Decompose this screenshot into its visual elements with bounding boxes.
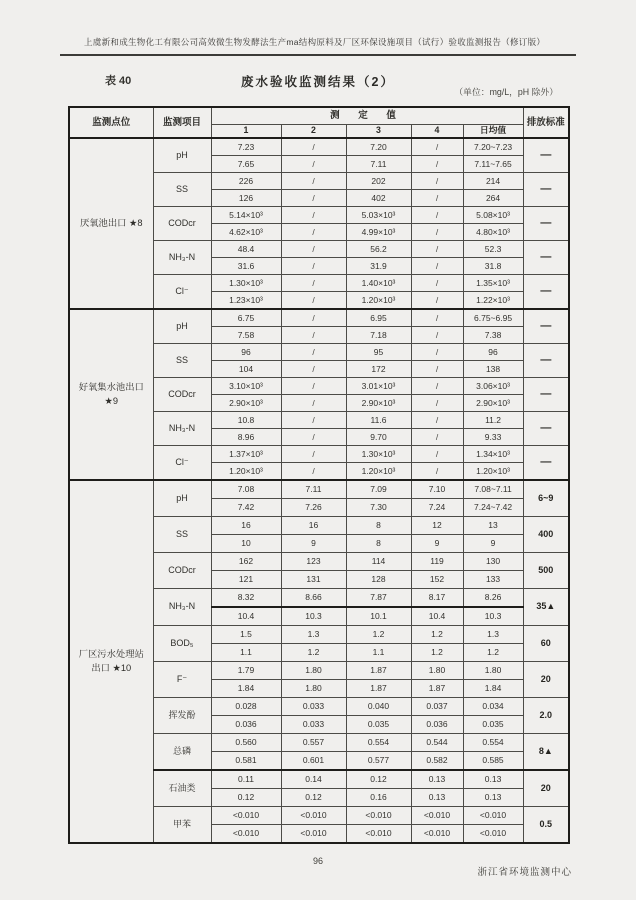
cell-value: 10.8 xyxy=(211,412,281,429)
cell-value: / xyxy=(411,378,463,395)
cell-value: 0.036 xyxy=(211,716,281,734)
cell-value: 9 xyxy=(463,535,523,553)
cell-value: 10.3 xyxy=(463,607,523,626)
cell-value: 214 xyxy=(463,173,523,190)
col-header-2: 2 xyxy=(281,125,346,139)
param-label: pH xyxy=(153,480,211,517)
cell-value: 7.20 xyxy=(346,138,411,156)
cell-value: / xyxy=(411,395,463,412)
cell-value: 7.08 xyxy=(211,480,281,499)
cell-value: 0.12 xyxy=(281,789,346,807)
table-row xyxy=(69,309,569,327)
cell-value: 1.80 xyxy=(463,662,523,680)
col-header-3: 3 xyxy=(346,125,411,139)
cell-value: 0.11 xyxy=(211,770,281,789)
cell-value: 0.035 xyxy=(346,716,411,734)
cell-value: 3.01×10³ xyxy=(346,378,411,395)
cell-value: 6.95 xyxy=(346,309,411,327)
cell-value: 133 xyxy=(463,571,523,589)
cell-value: 1.30×10³ xyxy=(211,275,281,292)
cell-value: 130 xyxy=(463,553,523,571)
cell-value: / xyxy=(281,156,346,173)
cell-value: 0.582 xyxy=(411,752,463,771)
point-label: 好氧集水池出口 ★9 xyxy=(69,309,153,480)
cell-value: / xyxy=(411,463,463,481)
standard-value: — xyxy=(523,138,569,173)
cell-value: 123 xyxy=(281,553,346,571)
cell-value: 128 xyxy=(346,571,411,589)
cell-value: / xyxy=(281,412,346,429)
table-title: 废水验收监测结果（2） xyxy=(241,75,395,89)
cell-value: <0.010 xyxy=(211,825,281,844)
cell-value: 16 xyxy=(211,517,281,535)
cell-value: 16 xyxy=(281,517,346,535)
cell-value: 9.33 xyxy=(463,429,523,446)
page-number: 96 xyxy=(312,856,323,866)
cell-value: 2.90×10³ xyxy=(211,395,281,412)
param-label: 甲苯 xyxy=(153,807,211,844)
cell-value: / xyxy=(411,412,463,429)
cell-value: / xyxy=(281,258,346,275)
cell-value: 1.37×10³ xyxy=(211,446,281,463)
cell-value: 12 xyxy=(411,517,463,535)
cell-value: 7.11 xyxy=(346,156,411,173)
cell-value: 0.560 xyxy=(211,734,281,752)
standard-value: 20 xyxy=(523,662,569,698)
param-label: SS xyxy=(153,173,211,207)
cell-value: 1.1 xyxy=(211,644,281,662)
cell-value: 10.1 xyxy=(346,607,411,626)
cell-value: 264 xyxy=(463,190,523,207)
cell-value: 1.87 xyxy=(346,662,411,680)
cell-value: 119 xyxy=(411,553,463,571)
cell-value: 1.34×10³ xyxy=(463,446,523,463)
cell-value: 8 xyxy=(346,535,411,553)
cell-value: 48.4 xyxy=(211,241,281,258)
cell-value: 0.601 xyxy=(281,752,346,771)
param-label: pH xyxy=(153,309,211,344)
standard-value: 6~9 xyxy=(523,480,569,517)
table-row xyxy=(69,138,569,156)
cell-value: 121 xyxy=(211,571,281,589)
param-label: NH₃-N xyxy=(153,589,211,626)
cell-value: 6.75 xyxy=(211,309,281,327)
cell-value: 56.2 xyxy=(346,241,411,258)
cell-value: 1.2 xyxy=(411,626,463,644)
cell-value: <0.010 xyxy=(211,807,281,825)
cell-value: 0.12 xyxy=(211,789,281,807)
cell-value: / xyxy=(411,138,463,156)
col-header-4: 4 xyxy=(411,125,463,139)
standard-value: — xyxy=(523,344,569,378)
cell-value: 11.2 xyxy=(463,412,523,429)
cell-value: 7.11 xyxy=(281,480,346,499)
cell-value: 162 xyxy=(211,553,281,571)
cell-value: 13 xyxy=(463,517,523,535)
cell-value: 1.80 xyxy=(411,662,463,680)
cell-value: / xyxy=(411,275,463,292)
param-label: F⁻ xyxy=(153,662,211,698)
cell-value: 0.554 xyxy=(346,734,411,752)
cell-value: 202 xyxy=(346,173,411,190)
cell-value: 7.09 xyxy=(346,480,411,499)
table-number: 表 40 xyxy=(105,75,132,87)
standard-value: 500 xyxy=(523,553,569,589)
cell-value: <0.010 xyxy=(463,825,523,844)
param-label: pH xyxy=(153,138,211,173)
cell-value: 7.20~7.23 xyxy=(463,138,523,156)
param-label: 石油类 xyxy=(153,770,211,807)
cell-value: <0.010 xyxy=(346,807,411,825)
cell-value: <0.010 xyxy=(411,825,463,844)
cell-value: 4.99×10³ xyxy=(346,224,411,241)
cell-value: / xyxy=(411,190,463,207)
cell-value: 95 xyxy=(346,344,411,361)
param-label: 总磷 xyxy=(153,734,211,771)
cell-value: / xyxy=(281,173,346,190)
cell-value: / xyxy=(411,207,463,224)
cell-value: / xyxy=(411,241,463,258)
cell-value: 96 xyxy=(463,344,523,361)
cell-value: 10.4 xyxy=(411,607,463,626)
cell-value: 1.2 xyxy=(346,626,411,644)
cell-value: / xyxy=(281,292,346,310)
cell-value: 6.75~6.95 xyxy=(463,309,523,327)
param-label: 挥发酚 xyxy=(153,698,211,734)
cell-value: 1.22×10³ xyxy=(463,292,523,310)
cell-value: 10 xyxy=(211,535,281,553)
cell-value: 1.20×10³ xyxy=(346,463,411,481)
cell-value: / xyxy=(411,258,463,275)
cell-value: 0.544 xyxy=(411,734,463,752)
cell-value: / xyxy=(281,361,346,378)
param-label: BOD₅ xyxy=(153,626,211,662)
cell-value: 0.581 xyxy=(211,752,281,771)
cell-value: / xyxy=(411,173,463,190)
cell-value: / xyxy=(411,344,463,361)
footer-organization: 浙江省环境监测中心 xyxy=(477,867,572,878)
cell-value: 4.80×10³ xyxy=(463,224,523,241)
cell-value: 1.2 xyxy=(463,644,523,662)
cell-value: 7.30 xyxy=(346,499,411,517)
standard-value: — xyxy=(523,378,569,412)
cell-value: / xyxy=(281,309,346,327)
cell-value: <0.010 xyxy=(281,825,346,844)
cell-value: <0.010 xyxy=(411,807,463,825)
standard-value: 8▲ xyxy=(523,734,569,771)
standard-value: 60 xyxy=(523,626,569,662)
cell-value: 7.23 xyxy=(211,138,281,156)
cell-value: 104 xyxy=(211,361,281,378)
cell-value: 9 xyxy=(281,535,346,553)
point-label: 厂区污水处理站出口 ★10 xyxy=(69,480,153,843)
cell-value: 1.87 xyxy=(346,680,411,698)
cell-value: / xyxy=(411,429,463,446)
cell-value: 7.08~7.11 xyxy=(463,480,523,499)
param-label: Cl⁻ xyxy=(153,275,211,310)
cell-value: 7.10 xyxy=(411,480,463,499)
cell-value: 226 xyxy=(211,173,281,190)
cell-value: 0.14 xyxy=(281,770,346,789)
cell-value: / xyxy=(411,156,463,173)
cell-value: 0.037 xyxy=(411,698,463,716)
cell-value: 52.3 xyxy=(463,241,523,258)
cell-value: 7.38 xyxy=(463,327,523,344)
standard-value: — xyxy=(523,412,569,446)
param-label: CODcr xyxy=(153,207,211,241)
cell-value: 8.26 xyxy=(463,589,523,608)
cell-value: 4.62×10³ xyxy=(211,224,281,241)
cell-value: 1.2 xyxy=(281,644,346,662)
cell-value: 10.4 xyxy=(211,607,281,626)
cell-value: 1.2 xyxy=(411,644,463,662)
cell-value: 0.13 xyxy=(463,789,523,807)
cell-value: 1.3 xyxy=(463,626,523,644)
cell-value: 0.13 xyxy=(411,770,463,789)
cell-value: 1.30×10³ xyxy=(346,446,411,463)
cell-value: 7.87 xyxy=(346,589,411,608)
cell-value: 0.035 xyxy=(463,716,523,734)
cell-value: 1.23×10³ xyxy=(211,292,281,310)
cell-value: 0.557 xyxy=(281,734,346,752)
cell-value: 9 xyxy=(411,535,463,553)
cell-value: 131 xyxy=(281,571,346,589)
cell-value: 8.17 xyxy=(411,589,463,608)
cell-value: 1.1 xyxy=(346,644,411,662)
param-label: SS xyxy=(153,517,211,553)
cell-value: 0.036 xyxy=(411,716,463,734)
col-header-1: 1 xyxy=(211,125,281,139)
cell-value: 2.90×10³ xyxy=(346,395,411,412)
cell-value: 402 xyxy=(346,190,411,207)
cell-value: 7.65 xyxy=(211,156,281,173)
cell-value: / xyxy=(411,309,463,327)
cell-value: 114 xyxy=(346,553,411,571)
cell-value: 1.5 xyxy=(211,626,281,644)
cell-value: / xyxy=(281,241,346,258)
standard-value: — xyxy=(523,446,569,481)
cell-value: 1.3 xyxy=(281,626,346,644)
header-rule xyxy=(60,54,576,56)
standard-value: 0.5 xyxy=(523,807,569,844)
cell-value: 1.87 xyxy=(411,680,463,698)
cell-value: / xyxy=(281,344,346,361)
cell-value: 0.13 xyxy=(411,789,463,807)
col-header-point: 监测点位 xyxy=(69,107,153,138)
cell-value: 3.06×10³ xyxy=(463,378,523,395)
param-label: NH₃-N xyxy=(153,241,211,275)
cell-value: 3.10×10³ xyxy=(211,378,281,395)
cell-value: 7.24 xyxy=(411,499,463,517)
cell-value: 1.20×10³ xyxy=(463,463,523,481)
standard-value: — xyxy=(523,241,569,275)
cell-value: / xyxy=(281,138,346,156)
cell-value: 11.6 xyxy=(346,412,411,429)
cell-value: <0.010 xyxy=(463,807,523,825)
cell-value: / xyxy=(281,224,346,241)
cell-value: / xyxy=(411,327,463,344)
cell-value: 0.577 xyxy=(346,752,411,771)
cell-value: / xyxy=(281,446,346,463)
standard-value: — xyxy=(523,309,569,344)
cell-value: / xyxy=(411,361,463,378)
cell-value: 0.12 xyxy=(346,770,411,789)
col-header-item: 监测项目 xyxy=(153,107,211,138)
cell-value: 2.90×10³ xyxy=(463,395,523,412)
standard-value: — xyxy=(523,173,569,207)
standard-value: 2.0 xyxy=(523,698,569,734)
results-table xyxy=(68,106,570,844)
cell-value: / xyxy=(411,446,463,463)
cell-value: 0.033 xyxy=(281,698,346,716)
cell-value: 8.32 xyxy=(211,589,281,608)
cell-value: 31.8 xyxy=(463,258,523,275)
table-row xyxy=(69,480,569,499)
cell-value: 138 xyxy=(463,361,523,378)
cell-value: 0.554 xyxy=(463,734,523,752)
col-header-standard: 排放标准 xyxy=(523,107,569,138)
cell-value: 7.18 xyxy=(346,327,411,344)
cell-value: 7.42 xyxy=(211,499,281,517)
cell-value: 172 xyxy=(346,361,411,378)
cell-value: / xyxy=(281,275,346,292)
cell-value: 152 xyxy=(411,571,463,589)
cell-value: 1.40×10³ xyxy=(346,275,411,292)
cell-value: / xyxy=(281,190,346,207)
cell-value: 1.35×10³ xyxy=(463,275,523,292)
cell-value: 5.14×10³ xyxy=(211,207,281,224)
cell-value: / xyxy=(281,207,346,224)
param-label: NH₃-N xyxy=(153,412,211,446)
cell-value: 5.03×10³ xyxy=(346,207,411,224)
cell-value: 1.80 xyxy=(281,662,346,680)
cell-value: <0.010 xyxy=(346,825,411,844)
cell-value: 8 xyxy=(346,517,411,535)
cell-value: 0.028 xyxy=(211,698,281,716)
cell-value: 0.13 xyxy=(463,770,523,789)
standard-value: 35▲ xyxy=(523,589,569,626)
point-label: 厌氧池出口 ★8 xyxy=(69,138,153,309)
cell-value: 1.20×10³ xyxy=(211,463,281,481)
param-label: SS xyxy=(153,344,211,378)
param-label: CODcr xyxy=(153,378,211,412)
cell-value: 7.11~7.65 xyxy=(463,156,523,173)
cell-value: / xyxy=(411,292,463,310)
cell-value: 1.80 xyxy=(281,680,346,698)
cell-value: 9.70 xyxy=(346,429,411,446)
col-header-daily-avg: 日均值 xyxy=(463,125,523,139)
cell-value: / xyxy=(281,378,346,395)
param-label: CODcr xyxy=(153,553,211,589)
param-label: Cl⁻ xyxy=(153,446,211,481)
cell-value: / xyxy=(281,395,346,412)
cell-value: 1.79 xyxy=(211,662,281,680)
cell-value: 8.96 xyxy=(211,429,281,446)
cell-value: 0.585 xyxy=(463,752,523,771)
cell-value: 1.20×10³ xyxy=(346,292,411,310)
cell-value: 31.9 xyxy=(346,258,411,275)
cell-value: 7.58 xyxy=(211,327,281,344)
cell-value: 0.033 xyxy=(281,716,346,734)
standard-value: 400 xyxy=(523,517,569,553)
standard-value: — xyxy=(523,207,569,241)
cell-value: 1.84 xyxy=(211,680,281,698)
cell-value: / xyxy=(281,327,346,344)
cell-value: 96 xyxy=(211,344,281,361)
cell-value: 8.66 xyxy=(281,589,346,608)
running-header: 上虞新和成生物化工有限公司高效微生物发酵法生产ma结构原料及厂区环保设施项目（试行）验收监测报告（修订版） xyxy=(84,37,546,47)
standard-value: 20 xyxy=(523,770,569,807)
cell-value: 31.6 xyxy=(211,258,281,275)
cell-value: 0.034 xyxy=(463,698,523,716)
cell-value: 7.26 xyxy=(281,499,346,517)
cell-value: 126 xyxy=(211,190,281,207)
cell-value: / xyxy=(281,463,346,481)
cell-value: <0.010 xyxy=(281,807,346,825)
unit-note: （单位：mg/L，pH 除外） xyxy=(454,87,558,97)
col-header-measured: 测 定 值 xyxy=(211,107,523,125)
cell-value: 7.24~7.42 xyxy=(463,499,523,517)
cell-value: 0.040 xyxy=(346,698,411,716)
cell-value: 5.08×10³ xyxy=(463,207,523,224)
cell-value: 10.3 xyxy=(281,607,346,626)
standard-value: — xyxy=(523,275,569,310)
cell-value: / xyxy=(411,224,463,241)
cell-value: / xyxy=(281,429,346,446)
cell-value: 0.16 xyxy=(346,789,411,807)
cell-value: 1.84 xyxy=(463,680,523,698)
